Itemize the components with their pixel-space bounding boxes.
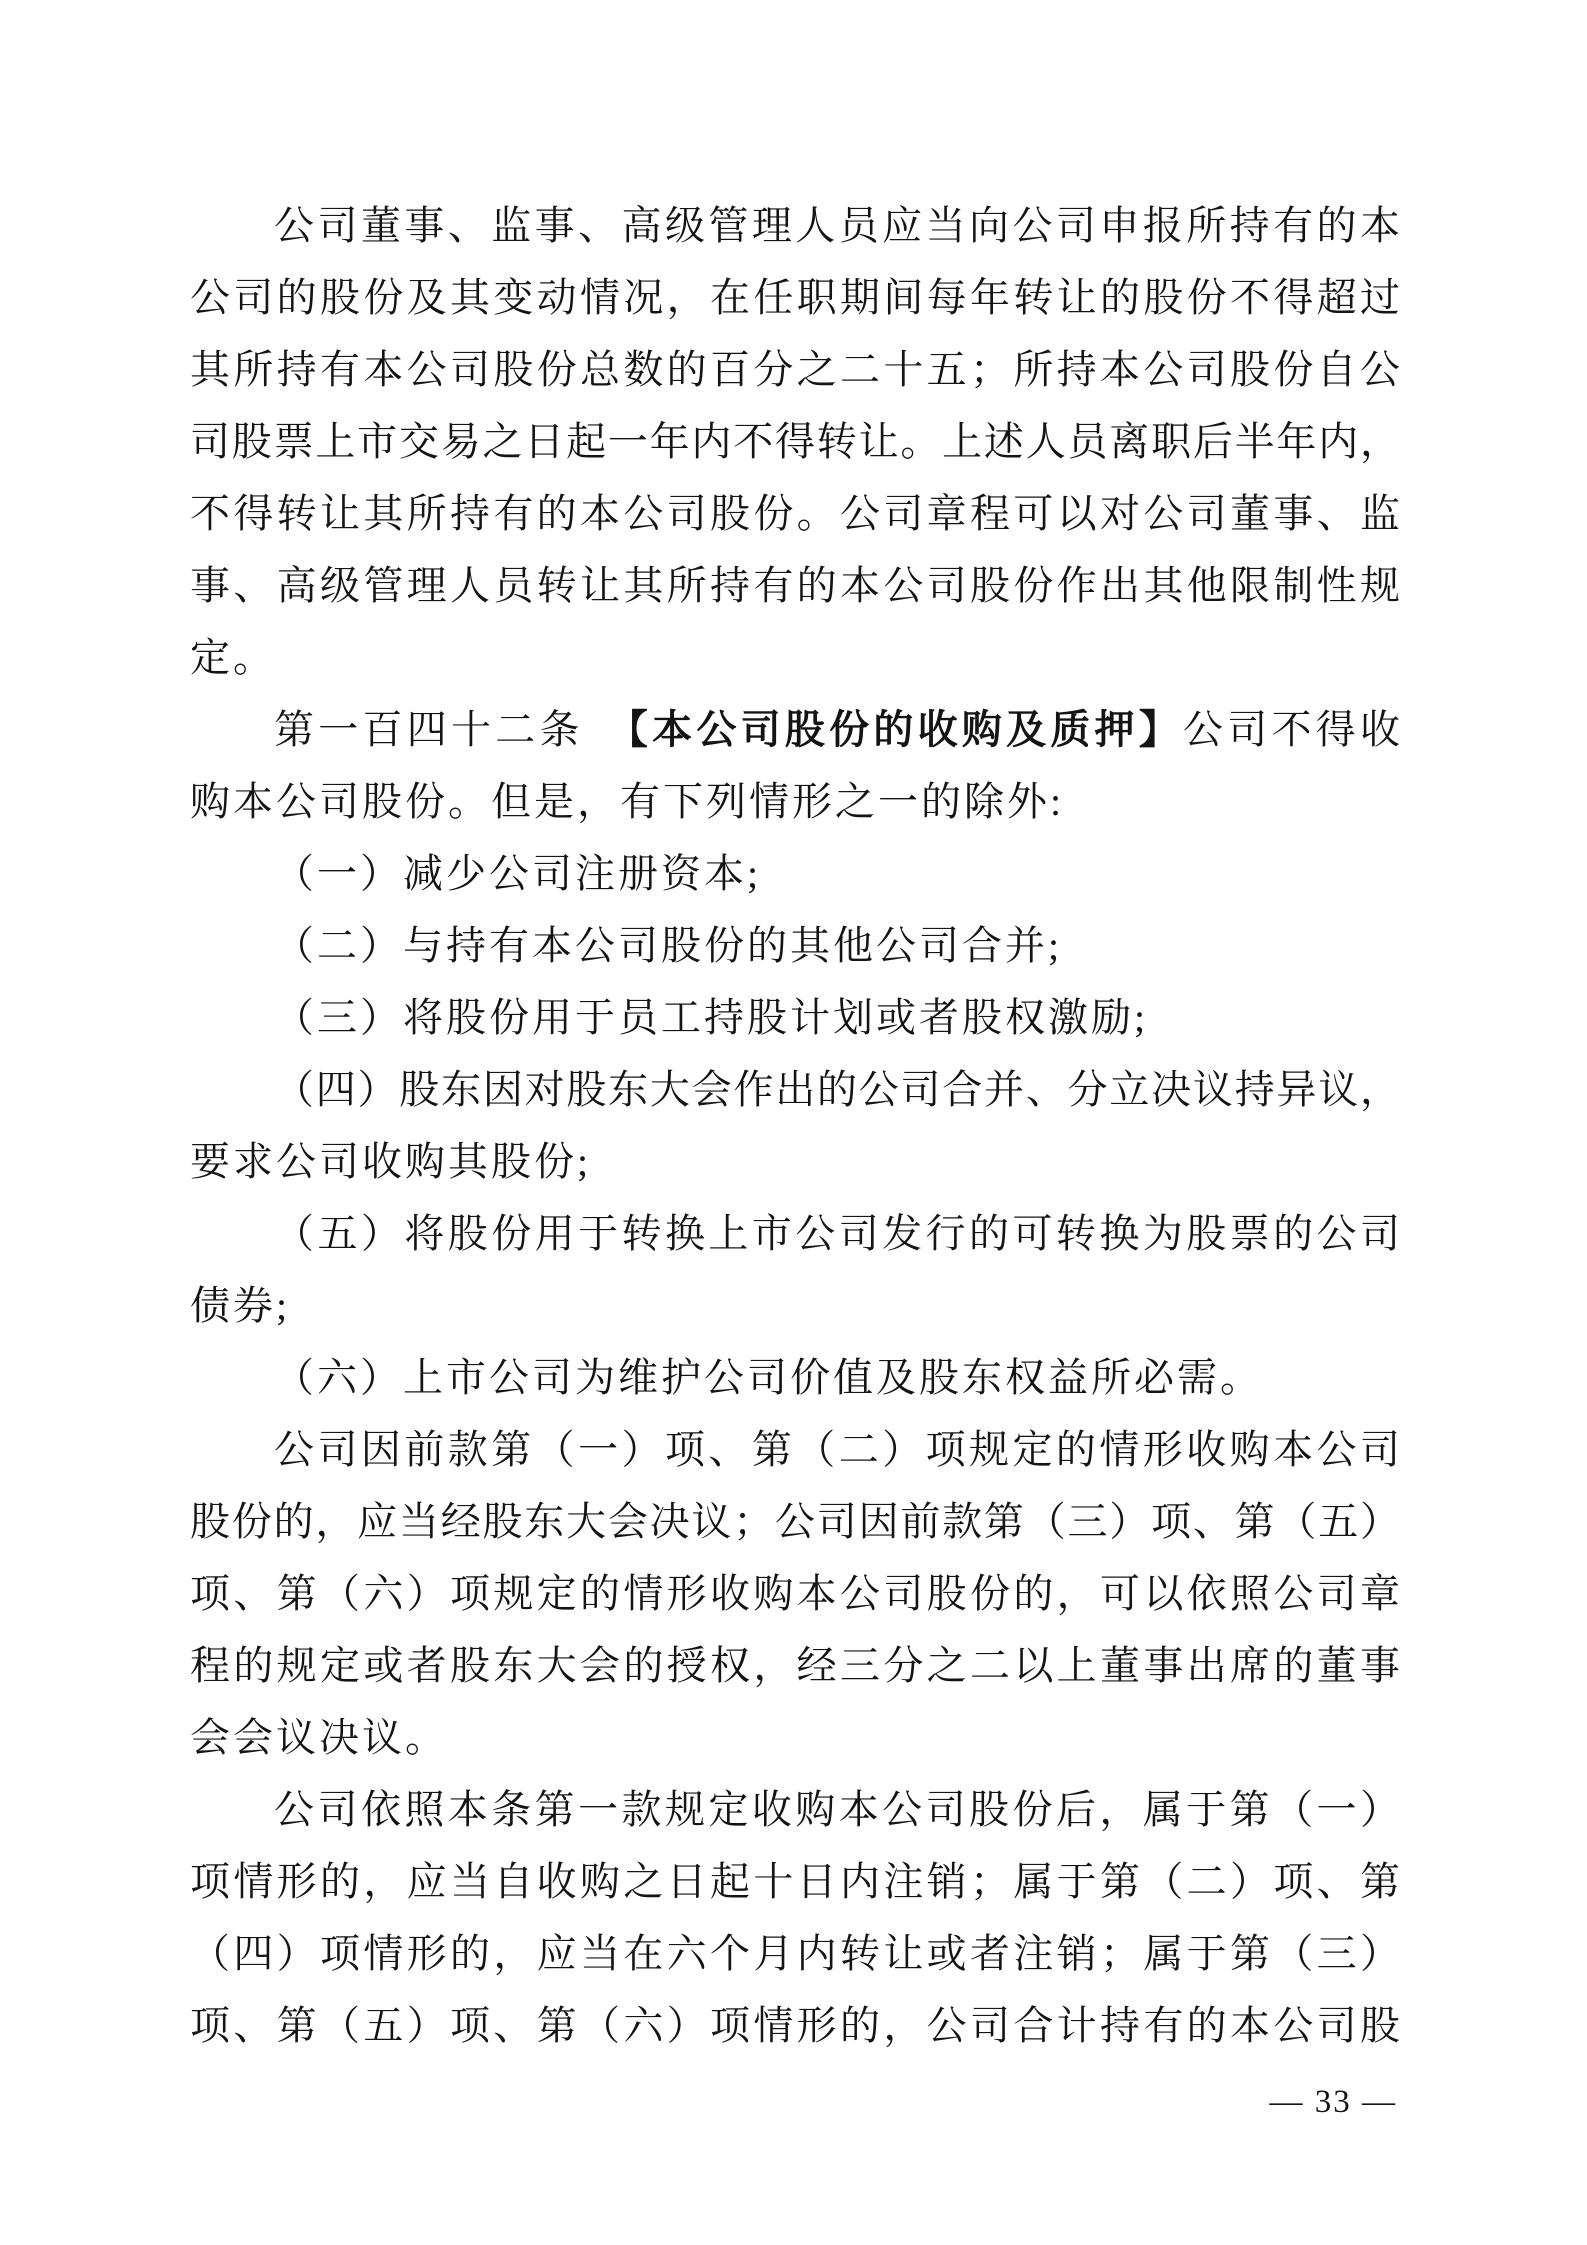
doc-line-2: 公司的股份及其变动情况，在任职期间每年转让的股份不得超过 bbox=[190, 275, 1400, 320]
doc-line-17-item-6: （六）上市公司为维护公司价值及股东权益所必需。 bbox=[274, 1355, 1263, 1400]
doc-line-19: 股份的，应当经股东大会决议；公司因前款第（三）项、第（五） bbox=[190, 1499, 1400, 1544]
doc-line-9: 购本公司股份。但是，有下列情形之一的除外: bbox=[190, 779, 1065, 824]
doc-line-8-clause-142 bbox=[190, 694, 1400, 766]
clause-title-bold: 【本公司股份的收购及质押】 bbox=[627, 707, 1184, 752]
doc-line-21: 程的规定或者股东大会的授权，经三分之二以上董事出席的董事 bbox=[190, 1643, 1400, 1688]
doc-line-3: 其所持有本公司股份总数的百分之二十五；所持本公司股份自公 bbox=[190, 347, 1400, 392]
doc-line-13-item-4: （四）股东因对股东大会作出的公司合并、分立决议持异议， bbox=[274, 1067, 1400, 1112]
doc-line-23: 公司依照本条第一款规定收购本公司股份后，属于第（一） bbox=[274, 1787, 1400, 1832]
document-text-block bbox=[190, 190, 1400, 2062]
doc-line-11-item-2: （二）与持有本公司股份的其他公司合并; bbox=[274, 923, 1063, 968]
doc-line-18: 公司因前款第（一）项、第（二）项规定的情形收购本公司 bbox=[274, 1427, 1400, 1472]
doc-line-7: 定。 bbox=[190, 635, 276, 680]
doc-line-24: 项情形的，应当自收购之日起十日内注销；属于第（二）项、第 bbox=[190, 1859, 1400, 1904]
doc-line-16: 债券; bbox=[190, 1283, 291, 1328]
doc-line-26: 项、第（五）项、第（六）项情形的，公司合计持有的本公司股 bbox=[190, 2003, 1400, 2048]
page-number: — 33 — bbox=[1269, 2084, 1397, 2120]
doc-line-20: 项、第（六）项规定的情形收购本公司股份的，可以依照公司章 bbox=[190, 1571, 1400, 1616]
doc-line-1: 公司董事、监事、高级管理人员应当向公司申报所持有的本 bbox=[274, 203, 1400, 248]
doc-line-6: 事、高级管理人员转让其所持有的本公司股份作出其他限制性规 bbox=[190, 563, 1400, 608]
doc-line-4: 司股票上市交易之日起一年内不得转让。上述人员离职后半年内， bbox=[190, 419, 1400, 464]
clause-body-text: 公司不得收 bbox=[1183, 707, 1401, 752]
doc-line-14: 要求公司收购其股份; bbox=[190, 1139, 592, 1184]
clause-number-text: 第一百四十二条 bbox=[274, 707, 628, 752]
doc-line-5: 不得转让其所持有的本公司股份。公司章程可以对公司董事、监 bbox=[190, 491, 1400, 536]
doc-line-25: （四）项情形的，应当在六个月内转让或者注销；属于第（三） bbox=[190, 1931, 1400, 1976]
doc-line-15-item-5: （五）将股份用于转换上市公司发行的可转换为股票的公司 bbox=[274, 1211, 1400, 1256]
doc-line-10-item-1: （一）减少公司注册资本; bbox=[274, 851, 762, 896]
doc-line-22: 会会议决议。 bbox=[190, 1715, 448, 1760]
doc-line-12-item-3: （三）将股份用于员工持股计划或者股权激励; bbox=[274, 995, 1149, 1040]
